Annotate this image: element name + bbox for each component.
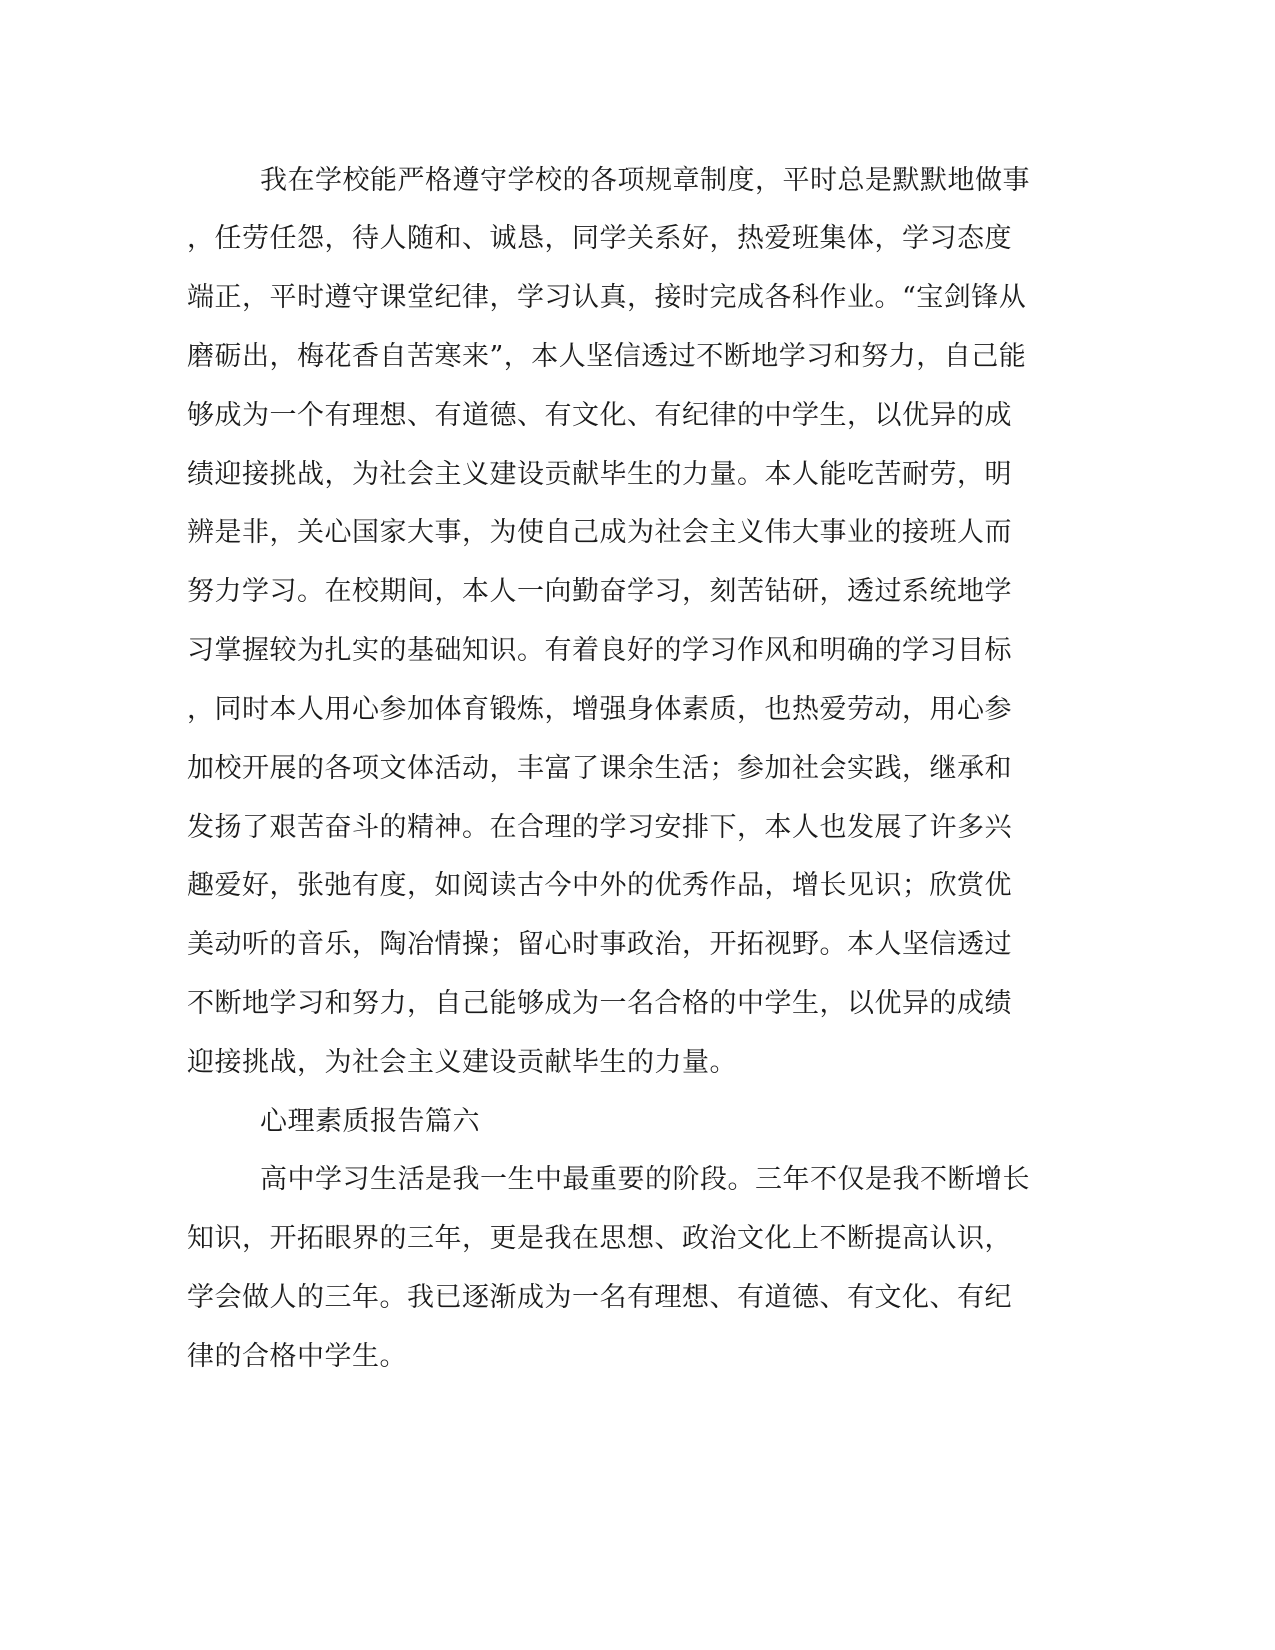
paragraph-line: 迎接挑战，为社会主义建设贡献毕生的力量。 — [187, 1047, 737, 1078]
paragraph-line: 习掌握较为扎实的基础知识。有着良好的学习作风和明确的学习目标 — [187, 635, 1012, 666]
paragraph-line: 够成为一个有理想、有道德、有文化、有纪律的中学生，以优异的成 — [187, 400, 1012, 431]
paragraph-line: 端正，平时遵守课堂纪律，学习认真，接时完成各科作业。“宝剑锋从 — [187, 282, 1027, 313]
section-heading: 心理素质报告篇六 — [260, 1106, 480, 1137]
paragraph-line: 趣爱好，张弛有度，如阅读古今中外的优秀作品，增长见识；欣赏优 — [187, 870, 1012, 901]
paragraph-line: 努力学习。在校期间，本人一向勤奋学习，刻苦钻研，透过系统地学 — [187, 576, 1012, 607]
paragraph-line: 律的合格中学生。 — [187, 1341, 407, 1372]
paragraph-line: 我在学校能严格遵守学校的各项规章制度，平时总是默默地做事 — [260, 165, 1030, 196]
paragraph-line: 发扬了艰苦奋斗的精神。在合理的学习安排下，本人也发展了许多兴 — [187, 812, 1012, 843]
paragraph-line: 美动听的音乐，陶冶情操；留心时事政治，开拓视野。本人坚信透过 — [187, 929, 1012, 960]
paragraph-line: 学会做人的三年。我已逐渐成为一名有理想、有道德、有文化、有纪 — [187, 1282, 1012, 1313]
paragraph-line: 不断地学习和努力，自己能够成为一名合格的中学生，以优异的成绩 — [187, 988, 1012, 1019]
paragraph-line: ，任劳任怨，待人随和、诚恳，同学关系好，热爱班集体，学习态度 — [187, 223, 1012, 254]
paragraph-line: 高中学习生活是我一生中最重要的阶段。三年不仅是我不断增长 — [260, 1164, 1030, 1195]
paragraph-line: ，同时本人用心参加体育锻炼，增强身体素质，也热爱劳动，用心参 — [187, 694, 1012, 725]
paragraph-line: 辨是非，关心国家大事，为使自己成为社会主义伟大事业的接班人而 — [187, 517, 1012, 548]
paragraph-line: 绩迎接挑战，为社会主义建设贡献毕生的力量。本人能吃苦耐劳，明 — [187, 459, 1012, 490]
paragraph-line: 知识，开拓眼界的三年，更是我在思想、政治文化上不断提高认识， — [187, 1223, 1012, 1254]
paragraph-line: 加校开展的各项文体活动，丰富了课余生活；参加社会实践，继承和 — [187, 753, 1012, 784]
paragraph-line: 磨砺出，梅花香自苦寒来”，本人坚信透过不断地学习和努力，自己能 — [187, 341, 1027, 372]
